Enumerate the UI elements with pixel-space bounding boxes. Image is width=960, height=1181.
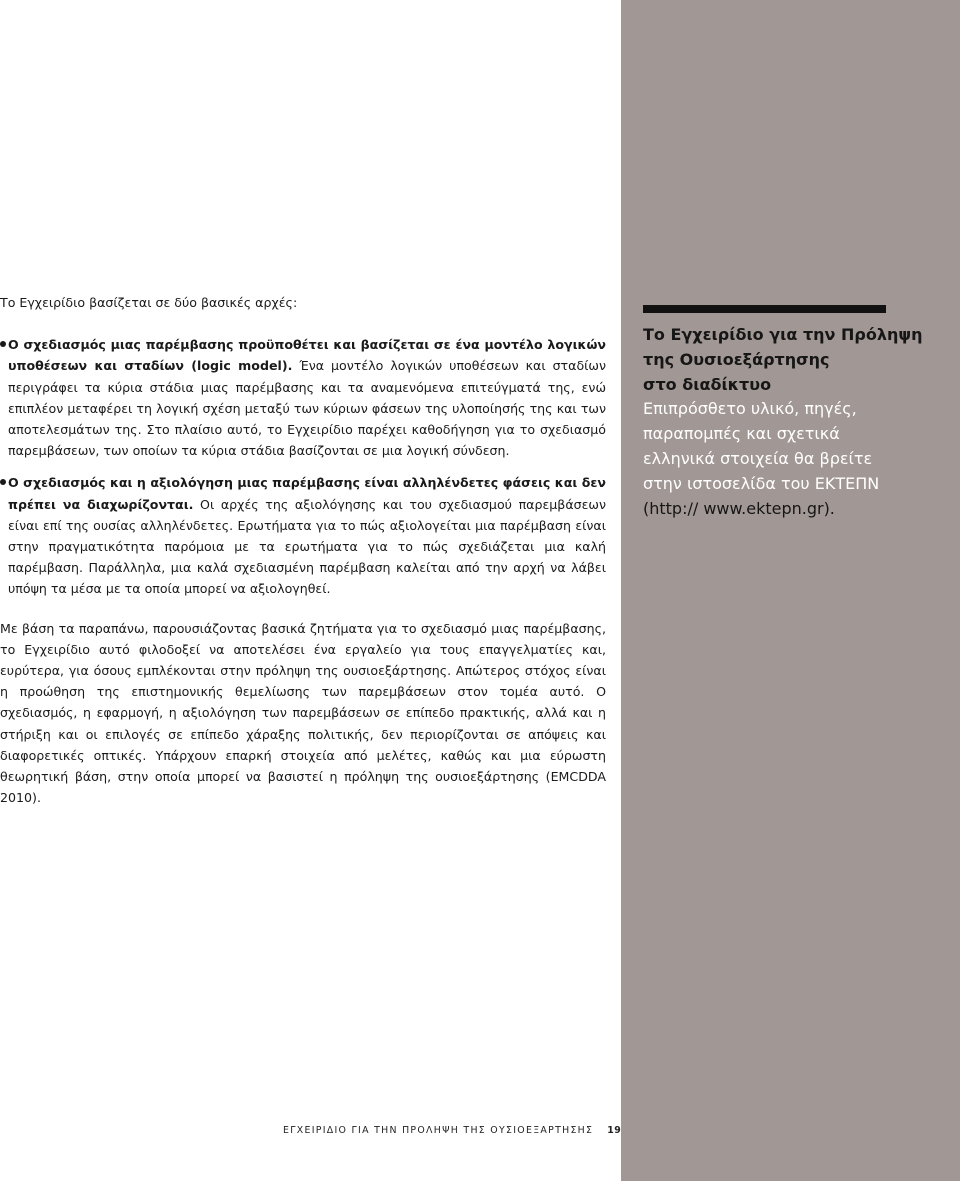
sidebar-title-line: στο διαδίκτυο <box>643 375 772 394</box>
sidebar-panel <box>621 0 960 1181</box>
closing-paragraph: Με βάση τα παραπάνω, παρουσιάζοντας βασικά ζητήματα για το σχεδιασμό μιας παρέμβασης, το Εγχειρίδιο αυτό φιλοδοξεί να αποτελέσει ένα εργαλείο για τους επαγγελματίες και, ευρύτερα, για όσους εμπλέκονται στην πρόληψη της ουσιοεξάρτησης. Απώτερος στόχος είναι η προώθηση της επιστημονικής θεμελίωσης των παρεμβάσεων στον τομέα αυτό. Ο σχεδιασμός, η εφαρμογή, η αξιολόγηση των παρεμβάσεων σε επίπεδο πρακτικής, αλλά και η στήριξη και οι επιλογές σε επίπεδο χάραξης πολιτικής, δεν περιορίζονται σε απόψεις και διαφορετικές οπτικές. Υπάρχουν επαρκή στοιχεία από μελέτες, καθώς και μια εύρωστη θεωρητική βάση, στην οποία μπορεί να βασιστεί η πρόληψη της ουσιοεξάρτησης (EMCDDA 2010). <box>0 620 606 806</box>
main-text-column <box>0 292 606 808</box>
sidebar-rule <box>643 305 886 313</box>
running-title: ΕΓΧΕΙΡΙΔΙΟ ΓΙΑ ΤΗΝ ΠΡΟΛΗΨΗ ΤΗΣ ΟΥΣΙΟΕΞΑΡΤΗΣΗΣ <box>283 1125 594 1136</box>
sidebar-text-line: ελληνικά στοιχεία θα βρείτε <box>643 449 873 468</box>
principle-heading: Ο σχεδιασμός και η αξιολόγηση μιας παρέμβασης είναι αλληλένδετες φάσεις και δεν πρέπει να διαχωρίζονται. <box>8 475 606 512</box>
sidebar-title-line: Το Εγχειρίδιο για την Πρόληψη <box>643 325 923 344</box>
principle-heading: Ο σχεδιασμός μιας παρέμβασης προϋποθέτει και βασίζεται σε ένα μοντέλο λογικών υποθέσεων και σταδίων (logic model). <box>8 337 606 374</box>
sidebar-title-line: της Ουσιοεξάρτησης <box>643 350 830 369</box>
page-footer <box>283 1125 621 1136</box>
intro-paragraph: Το Εγχειρίδιο βασίζεται σε δύο βασικές αρχές: <box>0 295 298 310</box>
page-number: 19 <box>607 1125 622 1136</box>
principle-body: Ένα μοντέλο λογικών υποθέσεων και σταδίων περιγράφει τα κύρια στάδια μιας παρέμβασης και τα αναμενόμενα επιτεύγματά της, ενώ επιπλέον μεταφέρει τη λογική σχέση μεταξύ των κύριων φάσεων της υλοποίησής της και των αποτελεσμάτων της. Στο πλαίσιο αυτό, το Εγχειρίδιο παρέχει καθοδήγηση για το σχεδιασμό παρεμβάσεων, των οποίων τα κύρια στάδια βασίζονται σε μια λογική σύνδεση. <box>8 358 606 459</box>
sidebar-text-line: Επιπρόσθετο υλικό, πηγές, <box>643 399 857 418</box>
principle-body: Οι αρχές της αξιολόγησης και του σχεδιασμού παρεμβάσεων είναι επί της ουσίας αλληλένδετες. Ερωτήματα για το πώς αξιολογείται μια παρέμβαση είναι στην πραγματικότητα παρόμοια με τα ερωτήματα για το πώς σχεδιάζεται μια καλή παρέμβαση. Παράλληλα, μια καλά σχεδιασμένη παρέμβαση καλείται από την αρχή να λάβει υπόψη τα μέσα με τα οποία μπορεί να αξιολογηθεί. <box>8 496 606 597</box>
sidebar-title <box>643 322 943 397</box>
sidebar-text-line: παραπομπές και σχετικά <box>643 424 840 443</box>
sidebar-text-line: στην ιστοσελίδα του ΕΚΤΕΠΝ <box>643 474 880 493</box>
principle-item <box>0 472 606 599</box>
principles-list <box>0 334 606 599</box>
ektepn-link[interactable]: (http:// www.ektepn.gr). <box>643 499 835 518</box>
principle-item <box>0 334 606 461</box>
sidebar-body <box>643 396 943 521</box>
